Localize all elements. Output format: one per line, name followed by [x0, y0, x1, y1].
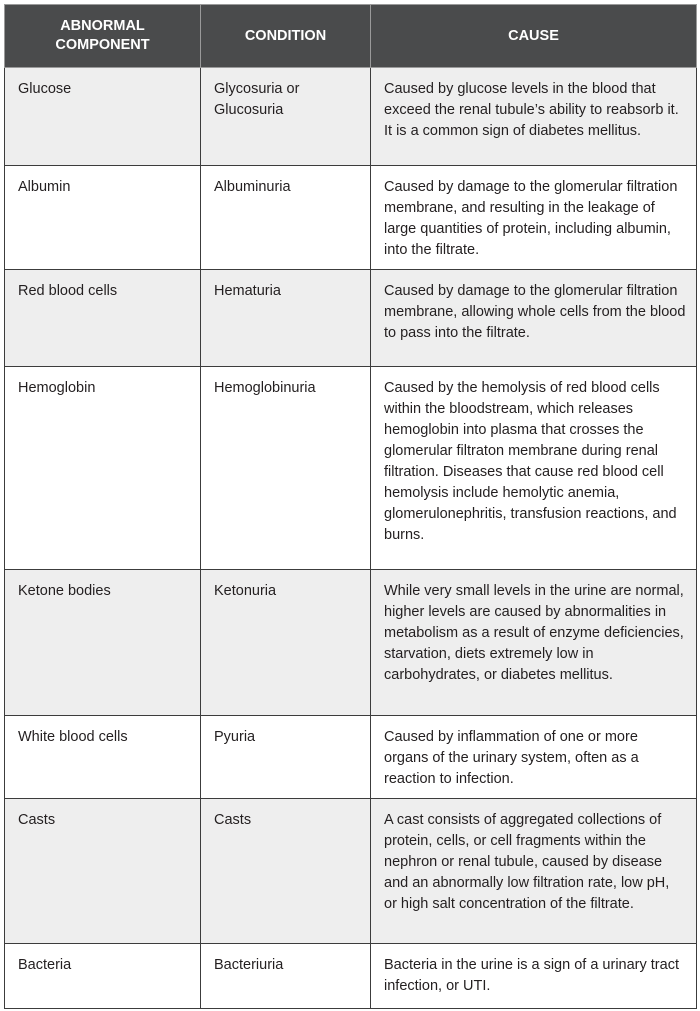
table-row — [5, 944, 697, 1009]
component-cell: Hemoglobin — [5, 367, 201, 570]
cause-cell: Caused by glucose levels in the blood that exceed the renal tubule’s ability to reabsorb it. It is a common sign of diabetes mellitus. — [371, 68, 697, 166]
cause-cell: A cast consists of aggregated collections of protein, cells, or cell fragments within the nephron or renal tubule, caused by disease and an abnormally low filtration rate, low pH, or high salt concentration of the filtrate. — [371, 799, 697, 944]
component-cell: Bacteria — [5, 944, 201, 1009]
table-row — [5, 367, 697, 570]
component-cell: Glucose — [5, 68, 201, 166]
header-row — [5, 5, 697, 68]
table-row — [5, 166, 697, 270]
condition-cell: Hematuria — [201, 270, 371, 367]
cause-cell: While very small levels in the urine are normal, higher levels are caused by abnormalities in metabolism as a result of enzyme deficiencies, starvation, diets extremely low in carbohydrates, or diabetes mellitus. — [371, 570, 697, 716]
condition-cell: Glycosuria or Glucosuria — [201, 68, 371, 166]
table-row — [5, 68, 697, 166]
condition-cell: Hemoglobinuria — [201, 367, 371, 570]
component-cell: Albumin — [5, 166, 201, 270]
cause-cell: Bacteria in the urine is a sign of a urinary tract infection, or UTI. — [371, 944, 697, 1009]
condition-cell: Casts — [201, 799, 371, 944]
cause-cell: Caused by damage to the glomerular filtration membrane, allowing whole cells from the blood to pass into the filtrate. — [371, 270, 697, 367]
table-row — [5, 270, 697, 367]
table-row — [5, 716, 697, 799]
table-row — [5, 570, 697, 716]
condition-cell: Pyuria — [201, 716, 371, 799]
header-abnormal-component: ABNORMAL COMPONENT — [5, 5, 201, 68]
condition-cell: Bacteriuria — [201, 944, 371, 1009]
header-condition: CONDITION — [201, 5, 371, 68]
component-cell: Ketone bodies — [5, 570, 201, 716]
condition-cell: Ketonuria — [201, 570, 371, 716]
cause-cell: Caused by inflammation of one or more organs of the urinary system, often as a reaction to infection. — [371, 716, 697, 799]
cause-cell: Caused by damage to the glomerular filtration membrane, and resulting in the leakage of large quantities of protein, including albumin, into the filtrate. — [371, 166, 697, 270]
component-cell: Casts — [5, 799, 201, 944]
component-cell: White blood cells — [5, 716, 201, 799]
component-cell: Red blood cells — [5, 270, 201, 367]
cause-cell: Caused by the hemolysis of red blood cells within the bloodstream, which releases hemoglobin into plasma that crosses the glomerular filtraton membrane during renal filtration. Diseases that cause red blood cell hemolysis include hemolytic anemia, glomerulonephritis, transfusion reactions, and burns. — [371, 367, 697, 570]
table-row — [5, 799, 697, 944]
condition-cell: Albuminuria — [201, 166, 371, 270]
urinalysis-table — [4, 4, 697, 1009]
header-cause: CAUSE — [371, 5, 697, 68]
